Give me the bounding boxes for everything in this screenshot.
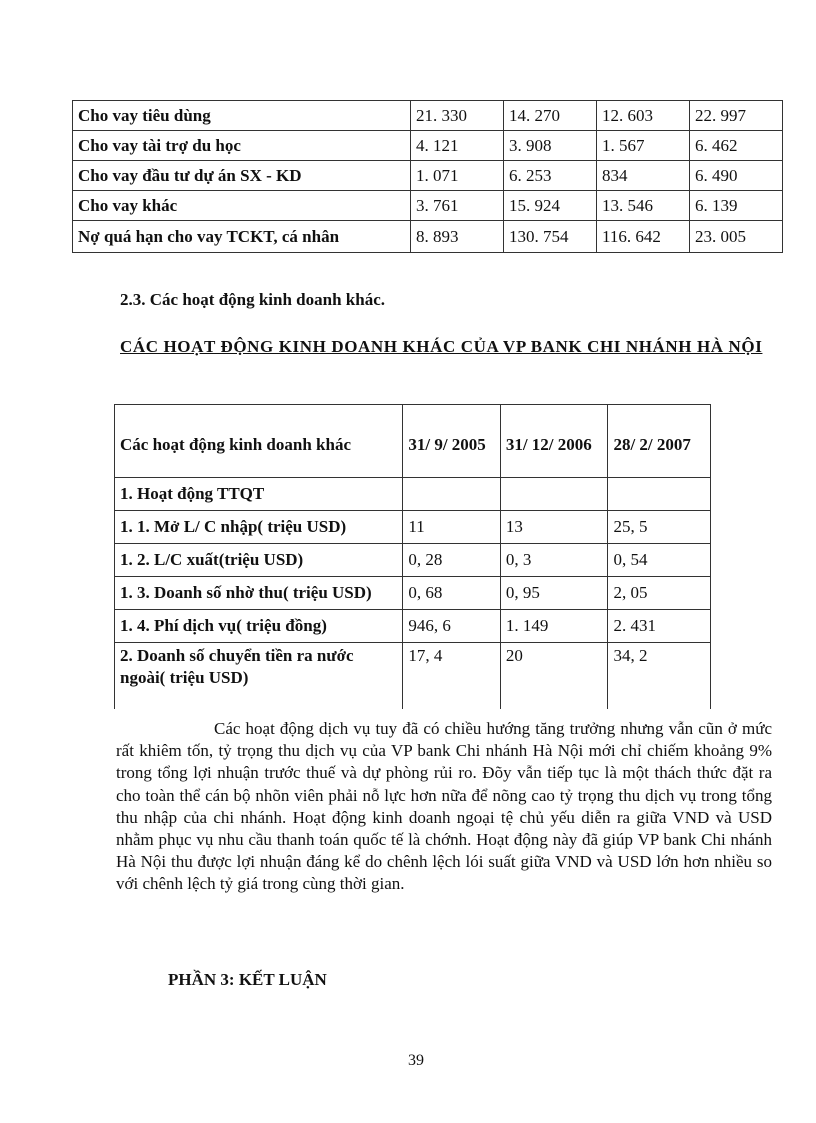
row-label: Cho vay đầu tư dự án SX - KD: [73, 161, 411, 191]
row-value: 4. 121: [411, 131, 504, 161]
row-value: 14. 270: [504, 101, 597, 131]
row-value: 0, 3: [500, 544, 608, 577]
loan-table: [72, 100, 783, 253]
table-row: [73, 191, 783, 221]
loan-table-body: [73, 101, 783, 253]
row-value: 15. 924: [504, 191, 597, 221]
paragraph-text: Các hoạt động dịch vụ tuy đã có chiều hướng tăng trưởng nhưng vẫn cũn ở mức rất khiêm tốn, tỷ trọng thu dịch vụ của VP bank Chi nhánh Hà Nội mới chỉ chiếm khoảng 9% trong tổng lợi nhuận trước thuế và dự phòng rủi ro. Đõy vẫn tiếp tục là một thách thức đặt ra cho toàn thể cán bộ nhõn viên phải nỗ lực hơn nữa để nõng cao tỷ trọng thu dịch vụ trong tổng thu nhập của chi nhánh. Hoạt động kinh doanh ngoại tệ chủ yếu diễn ra giữa VND và USD nhằm phục vụ nhu cầu thanh toán quốc tế là chớnh. Hoạt động này đã giúp VP bank Chi nhánh Hà Nội thu được lợi nhuận đáng kể do chênh lệch lói suất giữa VND và USD lớn hơn nhiều so với chênh lệch tỷ giá trong cùng thời gian.: [116, 719, 772, 894]
row-value: 8. 893: [411, 221, 504, 253]
other-activities-title: CÁC HOẠT ĐỘNG KINH DOANH KHÁC CỦA VP BANK CHI NHÁNH HÀ NỘI: [120, 337, 763, 356]
row-value: 946, 6: [403, 610, 500, 643]
row-value: 3. 761: [411, 191, 504, 221]
page-number: 39: [408, 1052, 424, 1069]
row-label: Cho vay tiêu dùng: [73, 101, 411, 131]
header-date-1: 31/ 9/ 2005: [403, 405, 500, 478]
table-row: [73, 101, 783, 131]
part-heading: PHẦN 3: KẾT LUẬN: [168, 970, 327, 989]
row-value: 130. 754: [504, 221, 597, 253]
row-label: Nợ quá hạn cho vay TCKT, cá nhân: [73, 221, 411, 253]
row-value: 834: [597, 161, 690, 191]
row-value: 17, 4: [403, 643, 500, 710]
table-row: [115, 610, 711, 643]
table-row: [115, 478, 711, 511]
row-value: 21. 330: [411, 101, 504, 131]
row-value: 6. 253: [504, 161, 597, 191]
table-row: [115, 544, 711, 577]
section-heading: 2.3. Các hoạt động kinh doanh khác.: [120, 290, 386, 309]
row-value: 6. 139: [690, 191, 783, 221]
other-activities-table-body: [115, 405, 711, 710]
row-value: 116. 642: [597, 221, 690, 253]
row-label: 1. 4. Phí dịch vụ( triệu đồng): [115, 610, 403, 643]
row-value: 1. 071: [411, 161, 504, 191]
row-label: Cho vay khác: [73, 191, 411, 221]
table-row: [73, 161, 783, 191]
row-value: 2. 431: [608, 610, 711, 643]
row-value: 3. 908: [504, 131, 597, 161]
row-value: 0, 28: [403, 544, 500, 577]
row-value: 13. 546: [597, 191, 690, 221]
row-label: 1. 2. L/C xuất(triệu USD): [115, 544, 403, 577]
row-value: 2, 05: [608, 577, 711, 610]
row-value: 12. 603: [597, 101, 690, 131]
other-activities-table: [114, 404, 711, 709]
table-row: [73, 131, 783, 161]
row-value: 1. 149: [500, 610, 608, 643]
row-value: [403, 478, 500, 511]
row-label: Cho vay tài trợ du học: [73, 131, 411, 161]
row-label: 1. Hoạt động TTQT: [115, 478, 403, 511]
row-value: 34, 2: [608, 643, 711, 710]
row-value: 13: [500, 511, 608, 544]
row-value: 6. 462: [690, 131, 783, 161]
row-value: [500, 478, 608, 511]
row-label: 1. 1. Mở L/ C nhập( triệu USD): [115, 511, 403, 544]
header-date-3: 28/ 2/ 2007: [608, 405, 711, 478]
row-label: 1. 3. Doanh số nhờ thu( triệu USD): [115, 577, 403, 610]
row-value: 0, 54: [608, 544, 711, 577]
row-label: 2. Doanh số chuyển tiền ra nước ngoài( triệu USD): [115, 643, 403, 710]
row-value: 22. 997: [690, 101, 783, 131]
row-value: 0, 95: [500, 577, 608, 610]
table-header-row: [115, 405, 711, 478]
row-value: 1. 567: [597, 131, 690, 161]
header-date-2: 31/ 12/ 2006: [500, 405, 608, 478]
row-value: 0, 68: [403, 577, 500, 610]
header-activity: Các hoạt động kinh doanh khác: [115, 405, 403, 478]
table-row: [115, 577, 711, 610]
row-value: 25, 5: [608, 511, 711, 544]
row-value: [608, 478, 711, 511]
table-row: [73, 221, 783, 253]
table-row: [115, 643, 711, 710]
row-value: 20: [500, 643, 608, 710]
row-value: 11: [403, 511, 500, 544]
body-paragraph: [116, 718, 772, 896]
row-value: 6. 490: [690, 161, 783, 191]
row-value: 23. 005: [690, 221, 783, 253]
table-row: [115, 511, 711, 544]
